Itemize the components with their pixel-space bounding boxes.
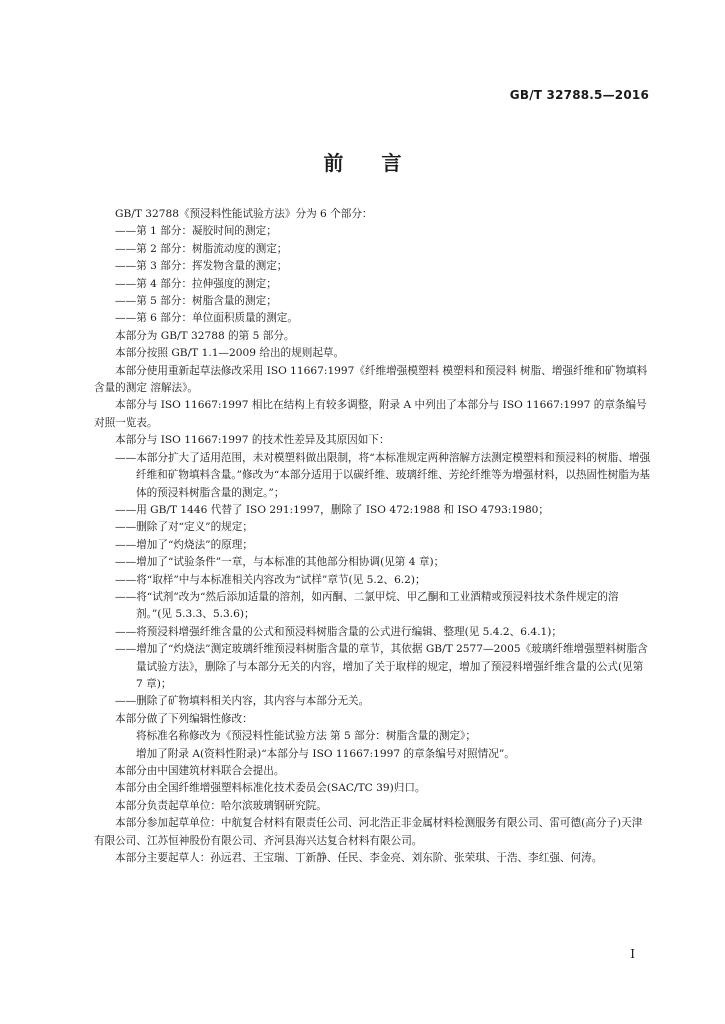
paragraph: ——将预浸料增强纤维含量的公式和预浸料树脂含量的公式进行编辑、整理(见 5.4.2、6.4.1)；: [115, 625, 562, 638]
paragraph: 将标准名称修改为《预浸料性能试验方法 第 5 部分：树脂含量的测定》；: [136, 730, 476, 743]
paragraph: ——第 4 部分：拉伸强度的测定；: [115, 277, 277, 290]
paragraph: ——删除了对“定义”的规定；: [115, 521, 253, 534]
paragraph: 本部分按照 GB/T 1.1—2009 给出的规则起草。: [115, 347, 345, 360]
paragraph: 本部分参加起草单位：中航复合材料有限责任公司、河北浩正非金属材料检测服务有限公司、雷可德(高分子)天津有限公司、江苏恒神股份有限公司、齐河县海兴达复合材料有限公司。: [94, 817, 643, 847]
paragraph: ——第 1 部分：凝胶时间的测定；: [115, 225, 277, 238]
paragraph: ——将“试剂”改为“然后添加适量的溶剂，如丙酮、二氯甲烷、甲乙酮和工业酒精或预浸料技术条件规定的溶剂。”(见 5.3.3、5.3.6)；: [115, 590, 619, 621]
page-title: 前言: [323, 151, 440, 175]
foreword-body: [94, 206, 652, 867]
paragraph: 本部分由中国建筑材料联合会提出。: [115, 765, 285, 777]
paragraph: ——第 6 部分：单位面积质量的测定。: [115, 312, 298, 325]
paragraph: 本部分做了下列编辑性修改：: [115, 712, 253, 725]
paragraph: ——第 2 部分：树脂流动度的测定；: [115, 242, 288, 255]
standard-number-header: GB/T 32788.5—2016: [509, 88, 649, 102]
paragraph: 本部分负责起草单位：哈尔滨玻璃钢研究院。: [115, 799, 327, 812]
paragraph: GB/T 32788《预浸料性能试验方法》分为 6 个部分：: [115, 208, 373, 220]
paragraph: ——增加了“灼烧法”测定玻璃纤维预浸料树脂含量的章节，其依据 GB/T 2577—2005《玻璃纤维增强塑料树脂含量试验方法》，删除了与本部分无关的内容，增加了关于取样的规定，增加了预浸料增强纤维含量的公式(见第 7 章)；: [115, 643, 648, 690]
paragraph: ——本部分扩大了适用范围，未对模塑料做出限制，将“本标准规定两种溶解方法测定模塑料和预浸料的树脂、增强纤维和矿物填料含量。”修改为“本部分适用于以碳纤维、玻璃纤维、芳纶纤维等为增强材料，以热固性树脂为基体的预浸料树脂含量的测定。”；: [115, 451, 651, 499]
paragraph: 本部分为 GB/T 32788 的第 5 部分。: [115, 329, 295, 342]
paragraph: ——增加了“试验条件”一章，与本标准的其他部分相协调(见第 4 章)；: [115, 556, 445, 569]
paragraph: 本部分与 ISO 11667:1997 的技术性差异及其原因如下：: [115, 434, 390, 447]
paragraph: ——删除了矿物填料相关内容，其内容与本部分无关。: [115, 695, 370, 708]
paragraph: ——用 GB/T 1446 代替了 ISO 291:1997，删除了 ISO 472:1988 和 ISO 4793:1980；: [115, 503, 550, 516]
paragraph: ——第 5 部分：树脂含量的测定；: [115, 295, 277, 308]
paragraph: ——将“取样”中与本标准相关内容改为“试样”章节(见 5.2、6.2)；: [115, 573, 426, 586]
paragraph: ——第 3 部分：挥发物含量的测定；: [115, 260, 288, 273]
paragraph: 本部分与 ISO 11667:1997 相比在结构上有较多调整，附录 A 中列出了本部分与 ISO 11667:1997 的章条编号对照一览表。: [94, 399, 647, 429]
paragraph: 增加了附录 A(资料性附录)“本部分与 ISO 11667:1997 的章条编号对照情况”。: [136, 747, 515, 760]
paragraph: 本部分主要起草人：孙远君、王宝瑞、丁新静、任民、李金亮、刘东阶、张荣琪、于浩、李红强、何涛。: [115, 852, 603, 865]
paragraph: 本部分使用重新起草法修改采用 ISO 11667:1997《纤维增强模塑料 模塑料和预浸料 树脂、增强纤维和矿物填料含量的测定 溶解法》。: [94, 364, 648, 395]
paragraph: 本部分由全国纤维增强塑料标准化技术委员会(SAC/TC 39)归口。: [115, 782, 426, 795]
paragraph: ——增加了“灼烧法”的原理；: [115, 538, 253, 551]
page-number: I: [630, 947, 635, 961]
